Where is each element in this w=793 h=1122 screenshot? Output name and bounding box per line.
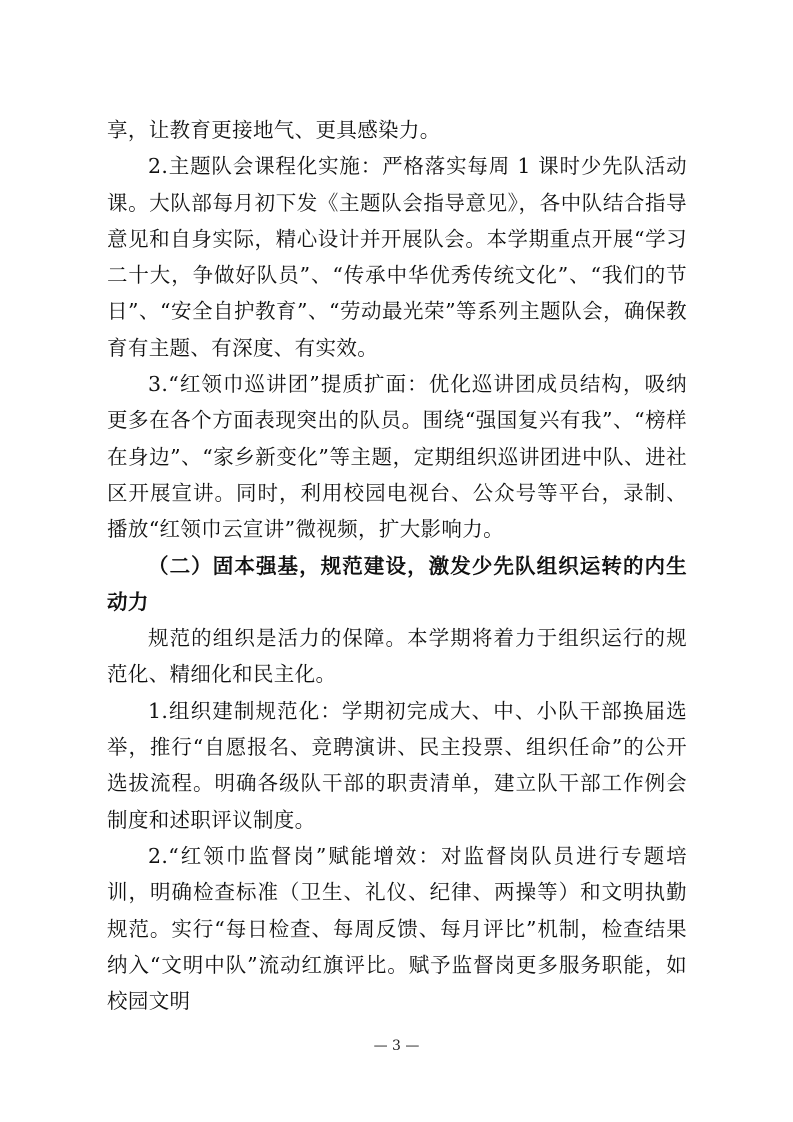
paragraph-organization-standardization: 1.组织建制规范化：学期初完成大、中、小队干部换届选举，推行“自愿报名、竞聘演讲、民主投票、组织任命”的公开选拔流程。明确各级队干部的职责清单，建立队干部工作例会制度和述职评议制度。 bbox=[107, 698, 687, 832]
paragraph-lecture-group: 3.“红领巾巡讲团”提质扩面：优化巡讲团成员结构，吸纳更多在各个方面表现突出的队员。围绕“强国复兴有我”、“榜样在身边”、“家乡新变化”等主题，定期组织巡讲团进中队、进社区开展宣讲。同时，利用校园电视台、公众号等平台，录制、播放“红领巾云宣讲”微视频，扩大影响力。 bbox=[107, 372, 687, 542]
page-number: — 3 — bbox=[373, 1038, 420, 1054]
paragraph-continuation: 享，让教育更接地气、更具感染力。 bbox=[107, 118, 441, 142]
section-heading: （二）固本强基，规范建设，激发少先队组织运转的内生动力 bbox=[107, 553, 687, 614]
paragraph-theme-meeting: 2.主题队会课程化实施：严格落实每周 1 课时少先队活动课。大队部每月初下发《主题队会指导意见》，各中队结合指导意见和自身实际，精心设计并开展队会。本学期重点开展“学习二十大，争做好队员”、“传承中华优秀传统文化”、“我们的节日”、“安全自护教育”、“劳动最光荣”等系列主题队会，确保教育有主题、有深度、有实效。 bbox=[107, 154, 687, 360]
paragraph-supervision-post: 2.“红领巾监督岗”赋能增效：对监督岗队员进行专题培训，明确检查标准（卫生、礼仪、纪律、两操等）和文明执勤规范。实行“每日检查、每周反馈、每月评比”机制，检查结果纳入“文明中队”流动红旗评比。赋予监督岗更多服务职能，如校园文明 bbox=[107, 843, 687, 1014]
document-body bbox=[107, 112, 687, 1019]
paragraph-organization-intro: 规范的组织是活力的保障。本学期将着力于组织运行的规范化、精细化和民主化。 bbox=[107, 626, 687, 687]
